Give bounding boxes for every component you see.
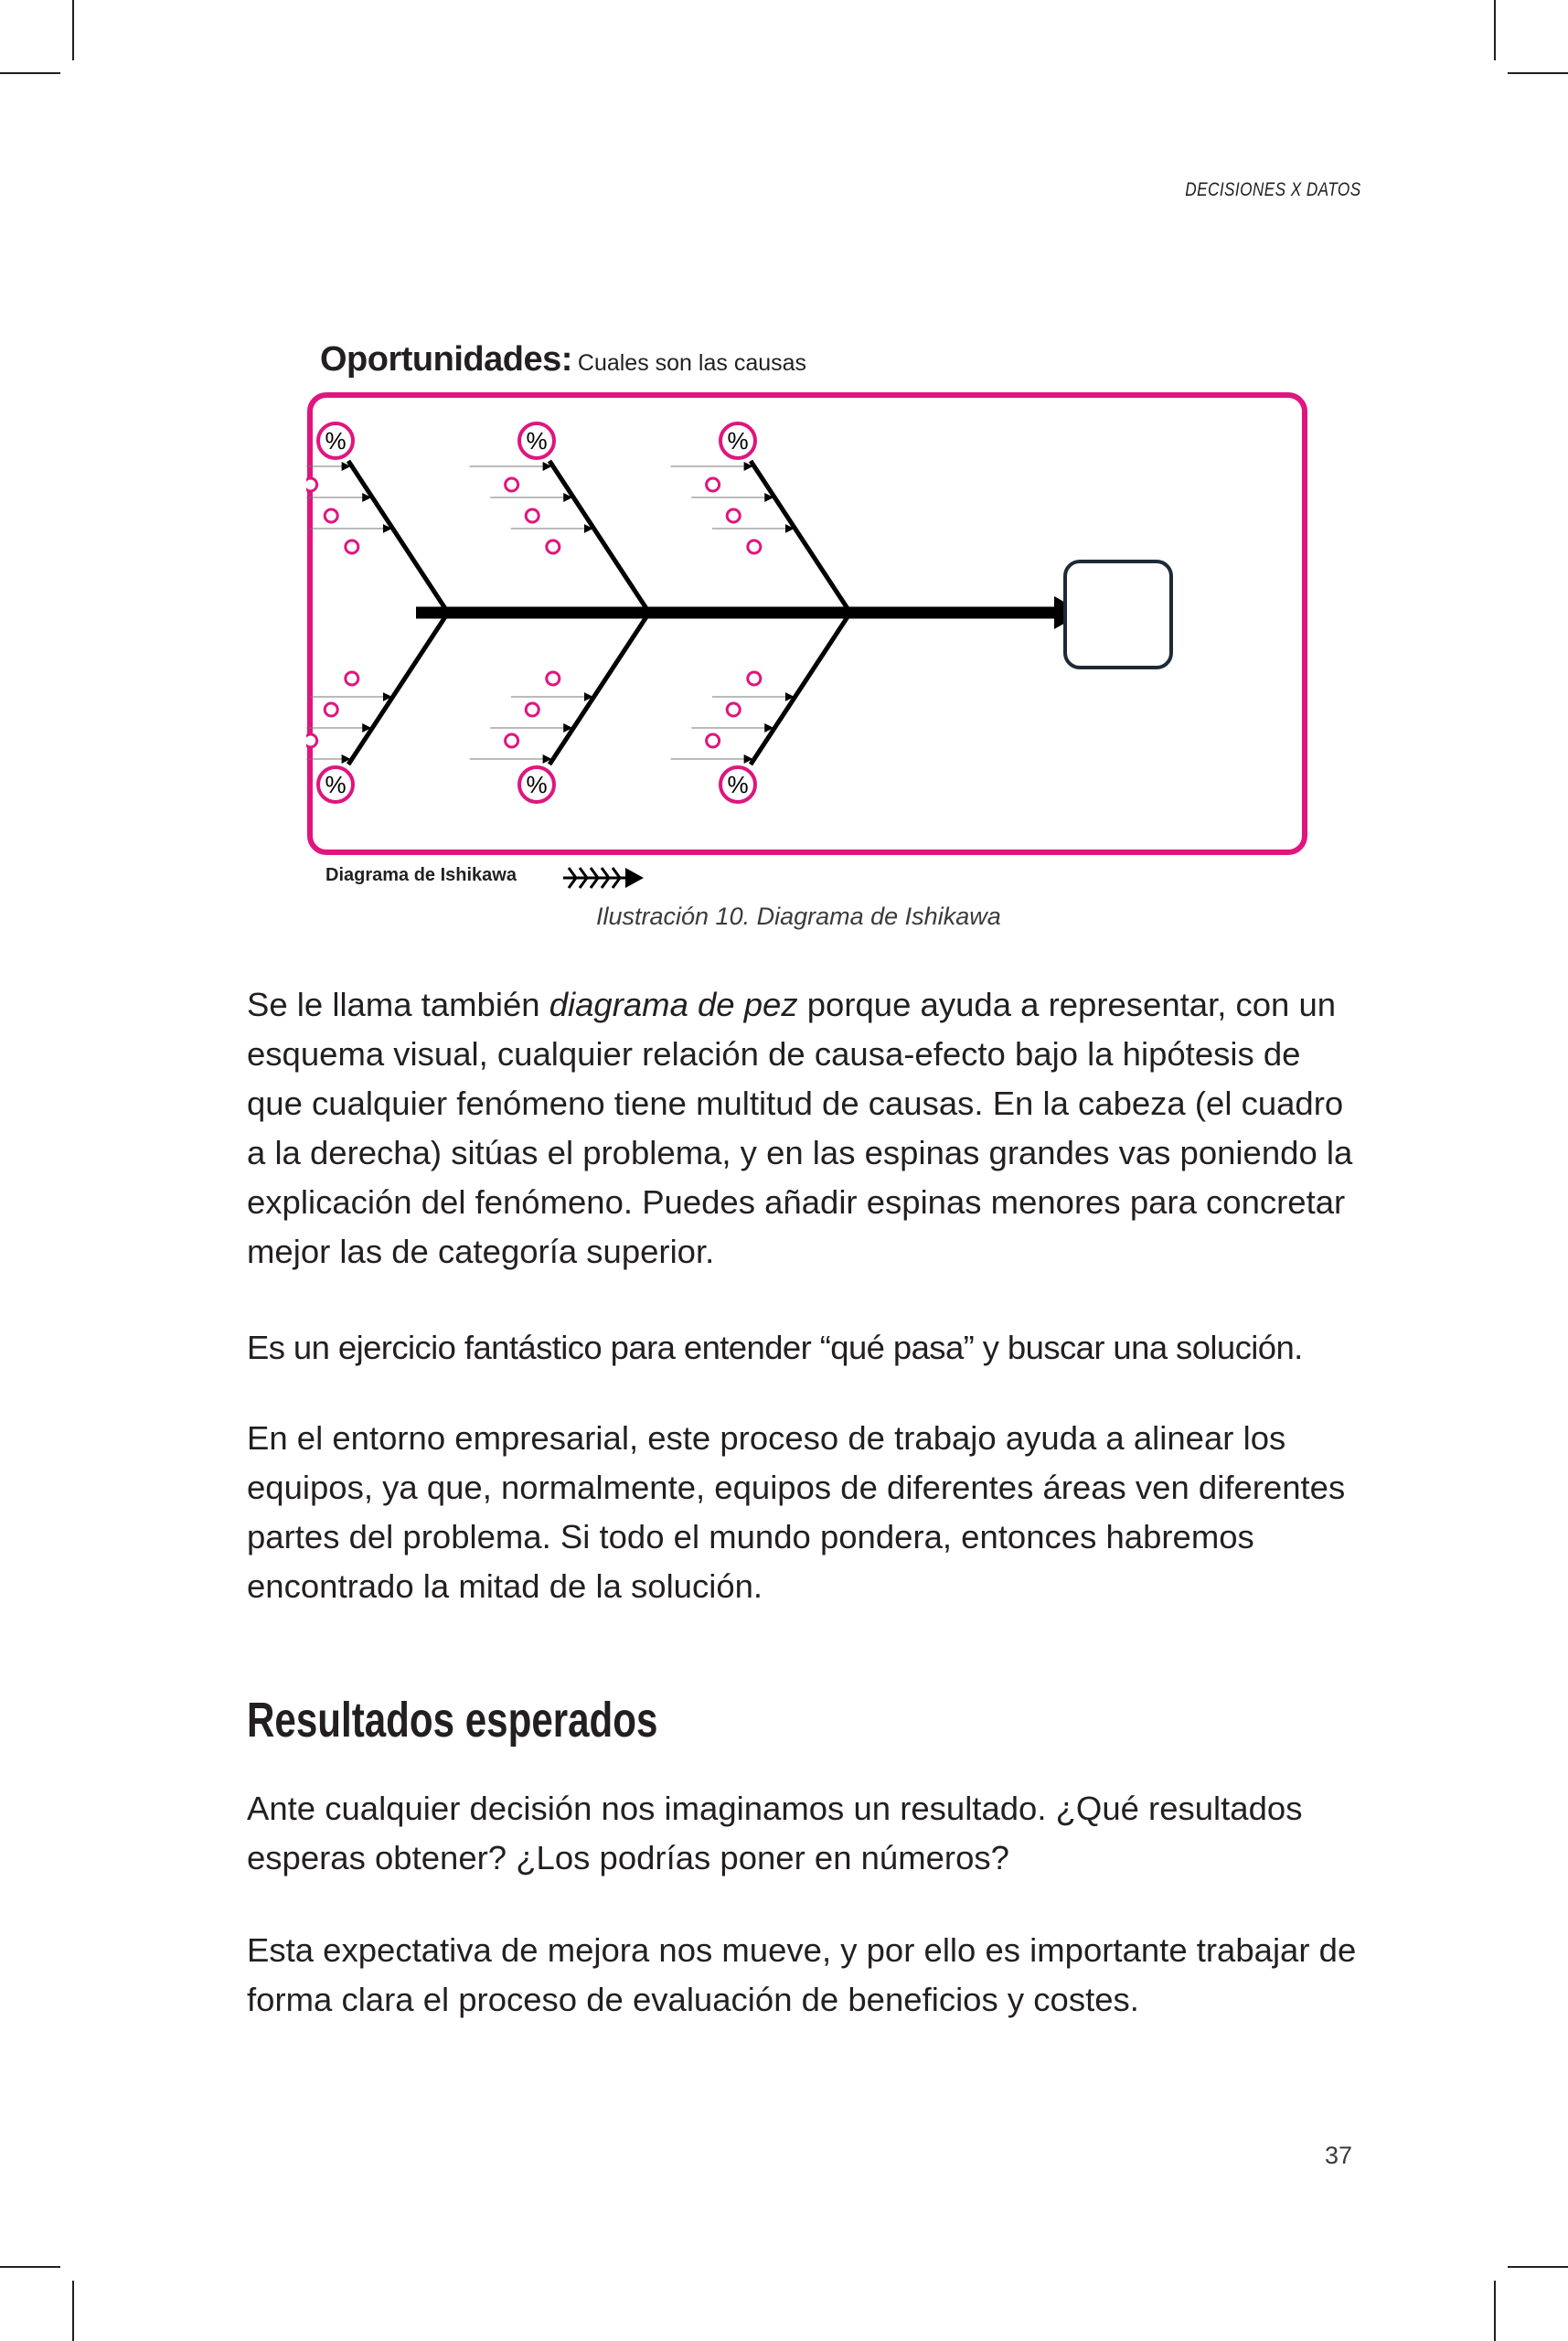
diagram-footer-label: Diagrama de Ishikawa xyxy=(325,865,517,885)
section-heading: Resultados esperados xyxy=(247,1693,658,1748)
sub-cause-dot xyxy=(325,509,337,522)
sub-cause-dot xyxy=(325,703,337,716)
major-bone xyxy=(549,461,649,613)
bone-label: % xyxy=(526,771,548,798)
bone-label: % xyxy=(727,771,749,798)
sub-cause-dot xyxy=(526,703,539,716)
bone-label: % xyxy=(526,427,548,454)
paragraph xyxy=(247,980,1362,1277)
ishikawa-diagram xyxy=(306,338,1312,860)
crop-mark xyxy=(72,0,74,60)
fish-head-box xyxy=(1065,561,1171,668)
major-bone xyxy=(549,613,649,764)
crop-mark xyxy=(1508,72,1568,74)
emphasis-text: diagrama de pez xyxy=(549,986,798,1023)
paragraph: Es un ejercicio fantástico para entender “qué pasa” y buscar una solución. xyxy=(247,1329,1303,1366)
figure-title-bold: Oportunidades: xyxy=(320,340,572,379)
page-number: 37 xyxy=(1324,2142,1352,2169)
crop-mark xyxy=(1508,2266,1568,2268)
sub-cause-dot xyxy=(748,672,761,685)
sub-cause-dot xyxy=(707,734,720,747)
major-bone xyxy=(348,613,448,764)
sub-cause-dot xyxy=(306,734,317,747)
sub-cause-dot xyxy=(547,672,560,685)
paragraph: En el entorno empresarial, este proceso de trabajo ayuda a alinear los equipos, ya que, normalmente, equipos de diferentes áreas ven diferentes partes del problema. Si todo el mundo pondera, entonces habremos encontrado la mitad de la solución. xyxy=(247,1419,1346,1605)
crop-mark xyxy=(72,2281,74,2341)
sub-cause-dot xyxy=(506,734,518,747)
crop-mark xyxy=(0,2266,60,2268)
crop-mark xyxy=(1494,0,1496,60)
sub-cause-dot xyxy=(707,478,720,491)
paragraph-text: Se le llama también xyxy=(247,986,549,1023)
bone-label: % xyxy=(325,427,347,454)
sub-cause-dot xyxy=(346,672,358,685)
sub-cause-dot xyxy=(526,509,539,522)
running-header: DECISIONES X DATOS xyxy=(1185,179,1361,200)
major-bone xyxy=(751,461,850,613)
figure-title-sub: Cuales son las causas xyxy=(577,350,807,376)
sub-cause-dot xyxy=(306,478,317,491)
bone-label: % xyxy=(325,771,347,798)
figure-caption: Ilustración 10. Diagrama de Ishikawa xyxy=(596,903,1001,930)
sub-cause-dot xyxy=(727,509,740,522)
crop-mark xyxy=(0,72,60,74)
paragraph: Esta expectativa de mejora nos mueve, y por ello es importante trabajar de forma clara el proceso de evaluación de beneficios y costes. xyxy=(247,1931,1357,2018)
paragraph: Ante cualquier decisión nos imaginamos un resultado. ¿Qué resultados esperas obtener? ¿Los podrías poner en números? xyxy=(247,1790,1303,1876)
sub-cause-dot xyxy=(748,540,761,553)
crop-mark xyxy=(1494,2281,1496,2341)
sub-cause-dot xyxy=(506,478,518,491)
sub-cause-dot xyxy=(346,540,358,553)
bone-label: % xyxy=(727,427,749,454)
sub-cause-dot xyxy=(547,540,560,553)
major-bone xyxy=(348,461,448,613)
major-bone xyxy=(751,613,850,764)
sub-cause-dot xyxy=(727,703,740,716)
paragraph-text: porque ayuda a representar, con un esquema visual, cualquier relación de causa-efecto bajo la hipótesis de que cualquier fenómeno tiene multitud de causas. En la cabeza (el cuadro a la derecha) sitúas el problema, y en las espinas grandes vas poniendo la explicación del fenómeno. Puedes añadir espinas menores para concretar mejor las de categoría superior. xyxy=(247,986,1353,1270)
fish-icon xyxy=(561,862,645,893)
